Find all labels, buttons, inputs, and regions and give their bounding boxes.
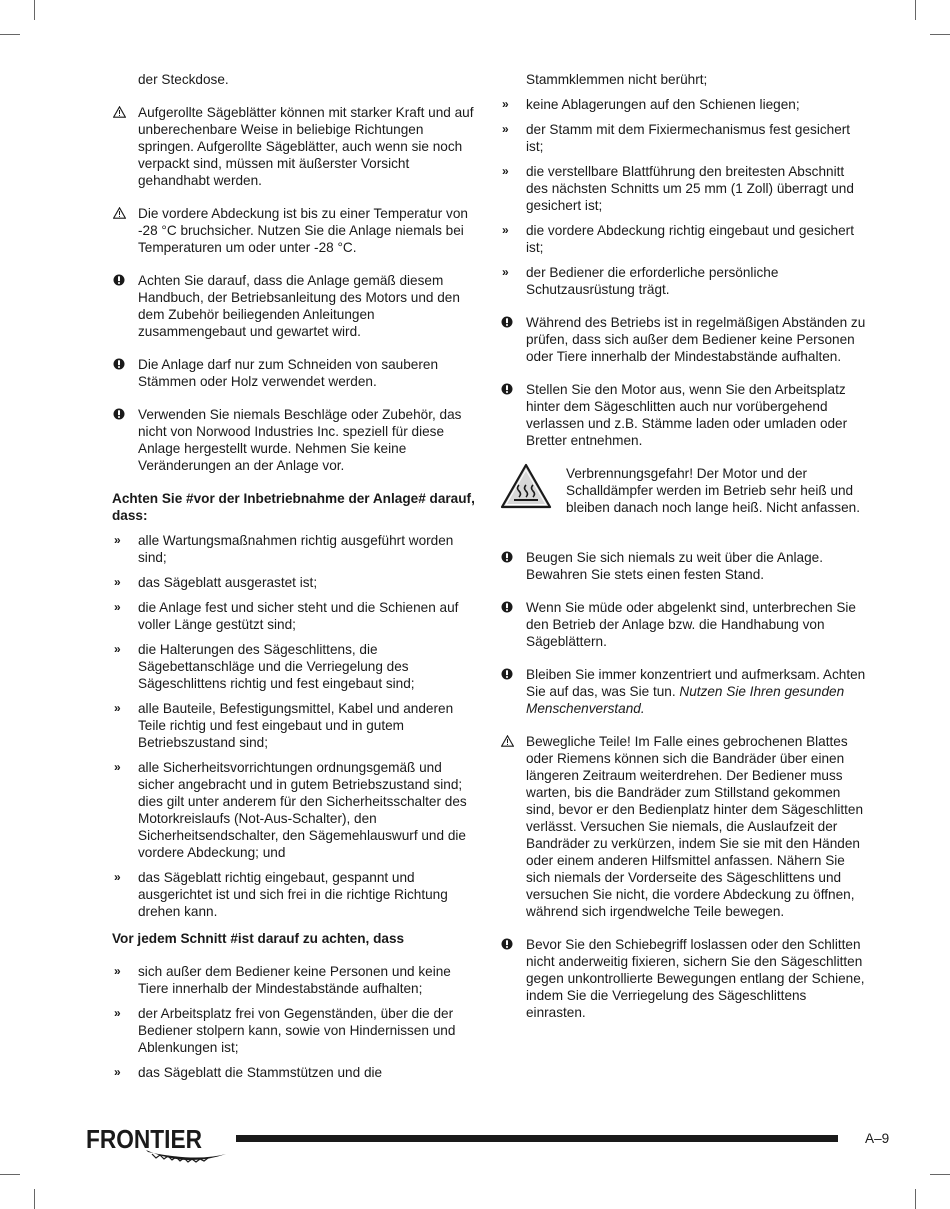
crop-mark [34, 1189, 35, 1209]
notice-item: Achten Sie darauf, dass die Anlage gemäß diesem Handbuch, der Betriebsanleitung des Motors und den dem Zubehör beiliegenden Anleitungen zusammengebaut und gewartet wird. [112, 272, 478, 340]
list-item: » die vordere Abdeckung richtig eingebaut und gesichert ist; [502, 223, 854, 255]
exclamation-circle-icon [500, 600, 514, 614]
crop-mark [34, 0, 35, 20]
list-item: » die Anlage fest und sicher steht und die Schienen auf voller Länge gestützt sind; [114, 600, 459, 632]
warning-item: Aufgerollte Sägeblätter können mit starker Kraft und auf unberechenbare Weise in beliebige Richtungen springen. Aufgerollte Sägeblätter, auch wenn sie noch verpackt sind, müssen mit äußerster Vorsicht gehandhabt werden. [112, 104, 478, 189]
crop-mark [0, 1174, 20, 1175]
continuation-text: der Steckdose. [138, 72, 229, 87]
crop-mark [0, 34, 20, 35]
crop-mark [915, 1189, 916, 1209]
list-item: » der Bediener die erforderliche persönliche Schutzausrüstung trägt. [502, 265, 779, 297]
list-item: » das Sägeblatt ausgerastet ist; [114, 575, 318, 590]
warning-triangle-icon [112, 105, 126, 119]
bullet-icon: » [114, 701, 121, 715]
right-column [500, 71, 868, 1037]
bullet-icon: » [114, 642, 121, 656]
list-item: » das Sägeblatt richtig eingebaut, gespannt und ausgerichtet ist und sich frei in die richtige Richtung drehen kann. [114, 870, 448, 919]
burn-warning: Verbrennungsgefahr! Der Motor und der Schalldämpfer werden im Betrieb sehr heiß und bleiben danach noch lange heiß. Nicht anfassen. [500, 465, 868, 533]
list-item: » der Arbeitsplatz frei von Gegenständen, über die der Bediener stolpern kann, sowie von Hindernissen und Ablenkungen ist; [114, 1006, 456, 1055]
logo-text: FRONTIER [86, 1124, 203, 1154]
section-heading: Achten Sie #vor der Inbetriebnahme der Anlage# darauf, dass: [112, 491, 475, 523]
footer-rule [236, 1135, 838, 1142]
bullet-icon: » [502, 97, 509, 111]
notice-item: Während des Betriebs ist in regelmäßigen Abständen zu prüfen, dass sich außer dem Bediener keine Personen oder Tiere innerhalb der Mindestabstände aufhalten. [500, 314, 868, 365]
bullet-icon: » [114, 600, 121, 614]
crop-mark [930, 34, 950, 35]
notice-item: Beugen Sie sich niemals zu weit über die Anlage. Bewahren Sie stets einen festen Stand. [500, 549, 868, 583]
left-column [112, 71, 478, 1089]
warning-triangle-icon [500, 734, 514, 748]
bullet-icon: » [502, 223, 509, 237]
notice-item: Wenn Sie müde oder abgelenkt sind, unterbrechen Sie den Betrieb der Anlage bzw. die Handhabung von Sägeblättern. [500, 599, 868, 650]
section-heading: Vor jedem Schnitt #ist darauf zu achten, dass [112, 931, 405, 946]
bullet-icon: » [114, 1006, 121, 1020]
bullet-icon: » [502, 265, 509, 279]
hot-surface-icon [500, 463, 552, 509]
crop-mark [915, 0, 916, 20]
exclamation-circle-icon [112, 407, 126, 421]
notice-item: Stellen Sie den Motor aus, wenn Sie den Arbeitsplatz hinter dem Sägeschlitten auch nur vorübergehend verlassen und z.B. Stämme laden oder umladen oder Bretter entnehmen. [500, 381, 868, 449]
exclamation-circle-icon [112, 357, 126, 371]
continuation-text: Stammklemmen nicht berührt; [526, 72, 708, 87]
exclamation-circle-icon [500, 315, 514, 329]
list-item: » die verstellbare Blattführung den breitesten Abschnitt des nächsten Schnitts um 25 mm (1 Zoll) überragt und gesichert ist; [502, 164, 854, 213]
bullet-icon: » [502, 164, 509, 178]
emphasis-text: Nutzen Sie Ihren gesunden Menschenverstand. [526, 684, 845, 716]
exclamation-circle-icon [500, 937, 514, 951]
exclamation-circle-icon [112, 273, 126, 287]
list-item: » alle Wartungsmaßnahmen richtig ausgeführt worden sind; [114, 533, 454, 565]
bullet-icon: » [114, 760, 121, 774]
warning-triangle-icon [112, 206, 126, 220]
notice-item: Die Anlage darf nur zum Schneiden von sauberen Stämmen oder Holz verwendet werden. [112, 356, 478, 390]
bullet-icon: » [114, 1065, 121, 1079]
list-item: » alle Bauteile, Befestigungsmittel, Kabel und anderen Teile richtig und fest eingebaut und in gutem Betriebszustand sind; [114, 701, 454, 750]
notice-item: Bevor Sie den Schiebegriff loslassen oder den Schlitten nicht anderweitig fixieren, sichern Sie den Sägeschlitten gegen unkontrollierte Bewegungen entlang der Schiene, indem Sie die Verriegelung des Sägeschlittens einrasten. [500, 936, 868, 1021]
exclamation-circle-icon [500, 382, 514, 396]
crop-mark [930, 1174, 950, 1175]
bullet-icon: » [502, 122, 509, 136]
exclamation-circle-icon [500, 550, 514, 564]
exclamation-circle-icon [500, 667, 514, 681]
list-item: » das Sägeblatt die Stammstützen und die [114, 1065, 383, 1080]
bullet-icon: » [114, 533, 121, 547]
notice-item: Verwenden Sie niemals Beschläge oder Zubehör, das nicht von Norwood Industries Inc. speziell für diese Anlage hergestellt wurde. Nehmen Sie keine Veränderungen an der Anlage vor. [112, 406, 478, 474]
bullet-icon: » [114, 964, 121, 978]
list-item: » alle Sicherheitsvorrichtungen ordnungsgemäß und sicher angebracht und in gutem Betriebszustand sind; dies gilt unter anderem für den Sicherheitsschalter des Motorkreislaufs (Not-Aus-Schalter), den Sicherheitsendschalter, den Sägemehlauswurf und die vordere Abdeckung; und [114, 760, 467, 860]
list-item: » die Halterungen des Sägeschlittens, die Sägebettanschläge und die Verriegelung des Sägeschlittens richtig und fest eingebaut sind; [114, 642, 415, 691]
bullet-icon: » [114, 575, 121, 589]
warning-item: Bewegliche Teile! Im Falle eines gebrochenen Blattes oder Riemens können sich die Bandräder über einen längeren Zeitraum weiterdrehen. Der Bediener muss warten, bis die Bandräder zum Stillstand gekommen sind, bevor er den Bedienplatz hinter dem Sägeschlitten verlässt. Versuchen Sie niemals, die Auslaufzeit der Bandräder zu verkürzen, indem Sie sie mit den Händen oder einem anderen Hilfsmittel anfassen. Nähern Sie sich niemals der Vorderseite des Sägeschlittens und versuchen Sie nicht, die vordere Abdeckung zu öffnen, während sich irgendwelche Teile bewegen. [500, 733, 868, 920]
bullet-icon: » [114, 870, 121, 884]
warning-item: Die vordere Abdeckung ist bis zu einer Temperatur von -28 °C bruchsicher. Nutzen Sie die Anlage niemals bei Temperaturen um oder unter -28 °C. [112, 205, 478, 256]
notice-item: Bleiben Sie immer konzentriert und aufmerksam. Achten Sie auf das, was Sie tun. Nutzen Sie Ihren gesunden Menschenverstand. [500, 666, 868, 717]
list-item: » sich außer dem Bediener keine Personen und keine Tiere innerhalb der Mindestabstände aufhalten; [114, 964, 451, 996]
list-item: » keine Ablagerungen auf den Schienen liegen; [502, 97, 800, 112]
list-item: » der Stamm mit dem Fixiermechanismus fest gesichert ist; [502, 122, 851, 154]
frontier-logo [86, 1124, 230, 1171]
page-number: A–9 [865, 1131, 890, 1146]
